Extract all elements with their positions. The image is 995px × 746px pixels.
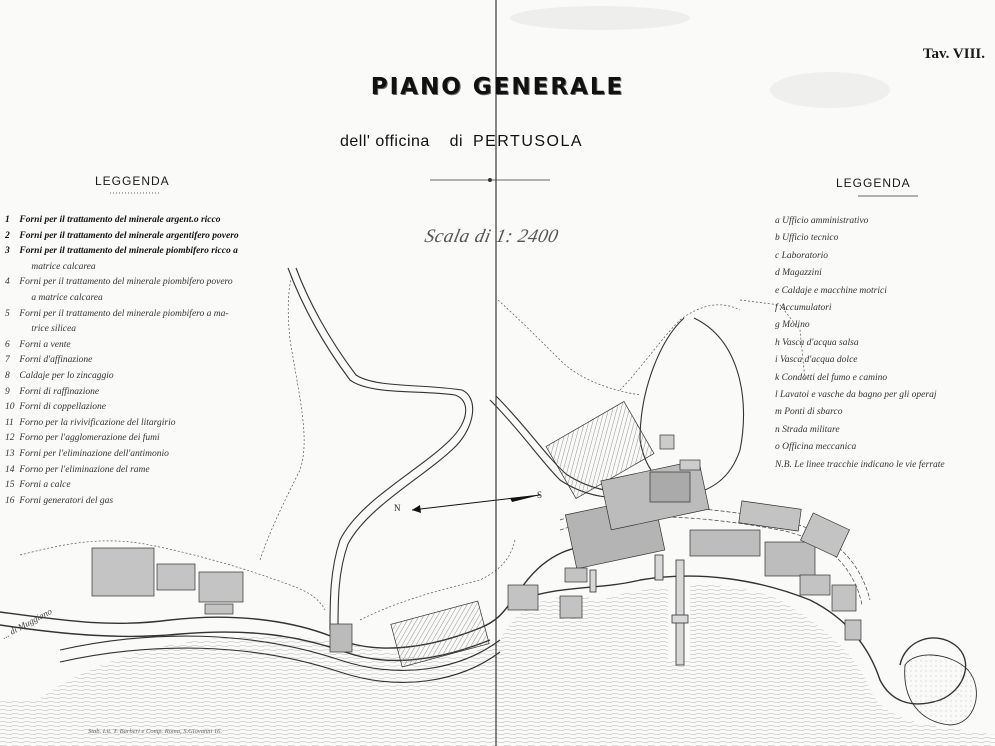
legend-right-item-text: Accumulatori xyxy=(779,303,832,314)
legend-right-item-key: a xyxy=(775,216,780,226)
legend-left-item-text: Forni per il trattamento del minerale argentifero povero xyxy=(19,230,239,241)
legend-left-item xyxy=(5,400,285,416)
plate-number: Tav. VIII. xyxy=(922,46,985,62)
legend-right-item-text: Ufficio tecnico xyxy=(782,233,839,244)
legend-left-item-text: Forni di coppellazione xyxy=(19,402,106,413)
legend-left-item-text: Forno per l'eliminazione del rame xyxy=(19,464,150,475)
legend-left-item xyxy=(5,260,285,276)
legend-right-item-key: b xyxy=(775,233,780,244)
legend-right-item-key: f xyxy=(775,303,778,314)
subtitle-connector: di xyxy=(449,133,464,150)
legend-right-item-text: Magazzini xyxy=(782,268,822,279)
legend-left-item xyxy=(5,244,285,260)
legend-left-item-text: Forno per la rivivificazione del litargirio xyxy=(19,417,176,428)
legend-right-item-text: Vasca d'acqua salsa xyxy=(782,337,859,348)
legend-left-item-number: 14 xyxy=(5,464,15,475)
legend-right-item-key: c xyxy=(775,250,780,261)
legend-right-item xyxy=(775,387,995,404)
legend-right-item-key: g xyxy=(775,320,780,331)
legend-right-item xyxy=(775,317,995,334)
legend-right-item-text: Strada militare xyxy=(782,424,840,435)
subtitle-place: PERTUSOLA xyxy=(472,133,584,150)
legend-left-item-text: a matrice calcarea xyxy=(31,292,103,303)
legend-left-item-number: 16 xyxy=(5,495,15,506)
legend-right-item-text: Lavatoi e vasche da bagno per gli operaj xyxy=(780,390,937,401)
legend-right-item-key: N.B. xyxy=(775,459,792,470)
legend-right-item-text: Caldaje e macchine motrici xyxy=(781,285,887,296)
legend-right-item-text: Molino xyxy=(782,320,810,331)
legend-left-item-text: Forni a vente xyxy=(19,339,71,350)
legend-right-item-key: n xyxy=(775,424,780,435)
legend-left-item-number: 2 xyxy=(5,230,10,241)
legend-left-item xyxy=(5,338,285,354)
legend-left-item-text: Forni generatori del gas xyxy=(19,495,114,506)
legend-left-item-text: Forni per il trattamento del minerale piombifero povero xyxy=(19,277,233,288)
legend-left-item-number: 12 xyxy=(5,433,15,444)
legend-left-item xyxy=(5,307,285,323)
legend-left-item-text: Forni per il trattamento del minerale piombifero a ma- xyxy=(19,308,229,319)
legend-left xyxy=(5,213,285,509)
legend-left-item xyxy=(5,291,285,307)
legend-left-item-text: matrice calcarea xyxy=(31,261,96,272)
legend-left-item-number: 8 xyxy=(5,370,10,381)
legend-left-item xyxy=(5,463,285,479)
legend-left-item-number: 15 xyxy=(5,480,15,491)
legend-right-item xyxy=(775,422,995,439)
legend-left-item-text: Forni per l'eliminazione dell'antimonio xyxy=(19,448,169,459)
subtitle-prefix: dell' officina xyxy=(340,133,430,150)
legend-right-item-text: Laboratorio xyxy=(781,250,829,261)
legend-left-item xyxy=(5,229,285,245)
legend-right-item-text: Ufficio amministrativo xyxy=(782,216,869,226)
legend-right-item-text: Vasca d'acqua dolce xyxy=(780,355,858,366)
legend-left-item xyxy=(5,369,285,385)
legend-left-item-number: 4 xyxy=(5,277,10,288)
legend-right-item-key: d xyxy=(775,268,780,279)
legend-right-item-key: k xyxy=(775,372,780,383)
legend-left-item xyxy=(5,416,285,432)
legend-right-item-key: i xyxy=(775,355,778,366)
legend-right xyxy=(775,213,995,474)
legend-left-item-number: 10 xyxy=(5,402,15,413)
legend-left-item-number: 3 xyxy=(5,246,10,257)
legend-right-item xyxy=(775,370,995,387)
legend-left-item xyxy=(5,275,285,291)
legend-right-item-text: Ponti di sbarco xyxy=(784,407,843,418)
legend-left-item-number: 1 xyxy=(5,215,10,225)
locality-label: ... di Muggiano xyxy=(0,606,54,641)
legend-left-item-number: 5 xyxy=(5,308,10,319)
legend-left-item-text: Caldaje per lo zincaggio xyxy=(19,370,114,381)
legend-left-item-text: Forni per il trattamento del minerale argent.o ricco xyxy=(19,215,221,225)
legend-right-item-key: m xyxy=(775,407,782,418)
legend-left-item xyxy=(5,494,285,510)
page-title: PIANO GENERALE xyxy=(370,74,625,100)
legend-left-item-number: 11 xyxy=(5,417,14,428)
legend-left-item-text: Forno per l'agglomerazione dei fumi xyxy=(19,433,160,444)
legend-right-item-text: Le linee tracchie indicano le vie ferrate xyxy=(794,459,945,470)
legend-right-item xyxy=(775,404,995,421)
legend-right-item-text: Officina meccanica xyxy=(782,442,857,453)
legend-left-heading: LEGGENDA xyxy=(95,174,170,188)
legend-right-item xyxy=(775,457,995,474)
legend-left-item-text: Forni d'affinazione xyxy=(19,355,93,366)
printer-credit: Stab. Lit. T. Barberi e Comp. Roma, S.Giovanni 16. xyxy=(88,728,223,735)
legend-left-item xyxy=(5,447,285,463)
legend-left-item-number: 7 xyxy=(5,355,10,366)
legend-left-item-text: trice silicea xyxy=(31,324,76,335)
legend-left-item-number: 6 xyxy=(5,339,10,350)
legend-right-heading: LEGGENDA xyxy=(836,176,911,190)
legend-right-item xyxy=(775,230,995,247)
legend-right-item xyxy=(775,352,995,369)
legend-right-item xyxy=(775,283,995,300)
map-scale: Scala di 1: 2400 xyxy=(422,226,561,247)
legend-right-item-key: o xyxy=(775,442,780,453)
legend-right-item xyxy=(775,300,995,317)
compass-north-label: N xyxy=(394,503,401,513)
legend-right-item xyxy=(775,265,995,282)
legend-left-item-number: 13 xyxy=(5,448,15,459)
legend-right-item xyxy=(775,213,995,230)
legend-left-item-text: Forni per il trattamento del minerale piombifero ricco a xyxy=(19,246,238,257)
legend-right-item-key: h xyxy=(775,337,780,348)
legend-right-item xyxy=(775,248,995,265)
legend-right-item-text: Condotti del fumo e camino xyxy=(781,372,888,383)
legend-right-item-key: e xyxy=(775,285,780,296)
page-subtitle xyxy=(340,133,583,151)
legend-left-item xyxy=(5,213,285,229)
legend-left-item-number: 9 xyxy=(5,386,10,397)
legend-left-item-text: Forni di raffinazione xyxy=(19,386,100,397)
legend-right-item-key: l xyxy=(775,390,778,401)
legend-right-item xyxy=(775,439,995,456)
north-arrow xyxy=(412,495,540,513)
legend-right-item xyxy=(775,335,995,352)
legend-left-item xyxy=(5,353,285,369)
legend-left-item-text: Forni a calce xyxy=(19,480,71,491)
legend-left-item xyxy=(5,431,285,447)
compass-south-label: S xyxy=(537,490,543,500)
legend-left-item xyxy=(5,322,285,338)
legend-left-item xyxy=(5,385,285,401)
title-ornaments xyxy=(110,178,918,196)
legend-left-item xyxy=(5,478,285,494)
